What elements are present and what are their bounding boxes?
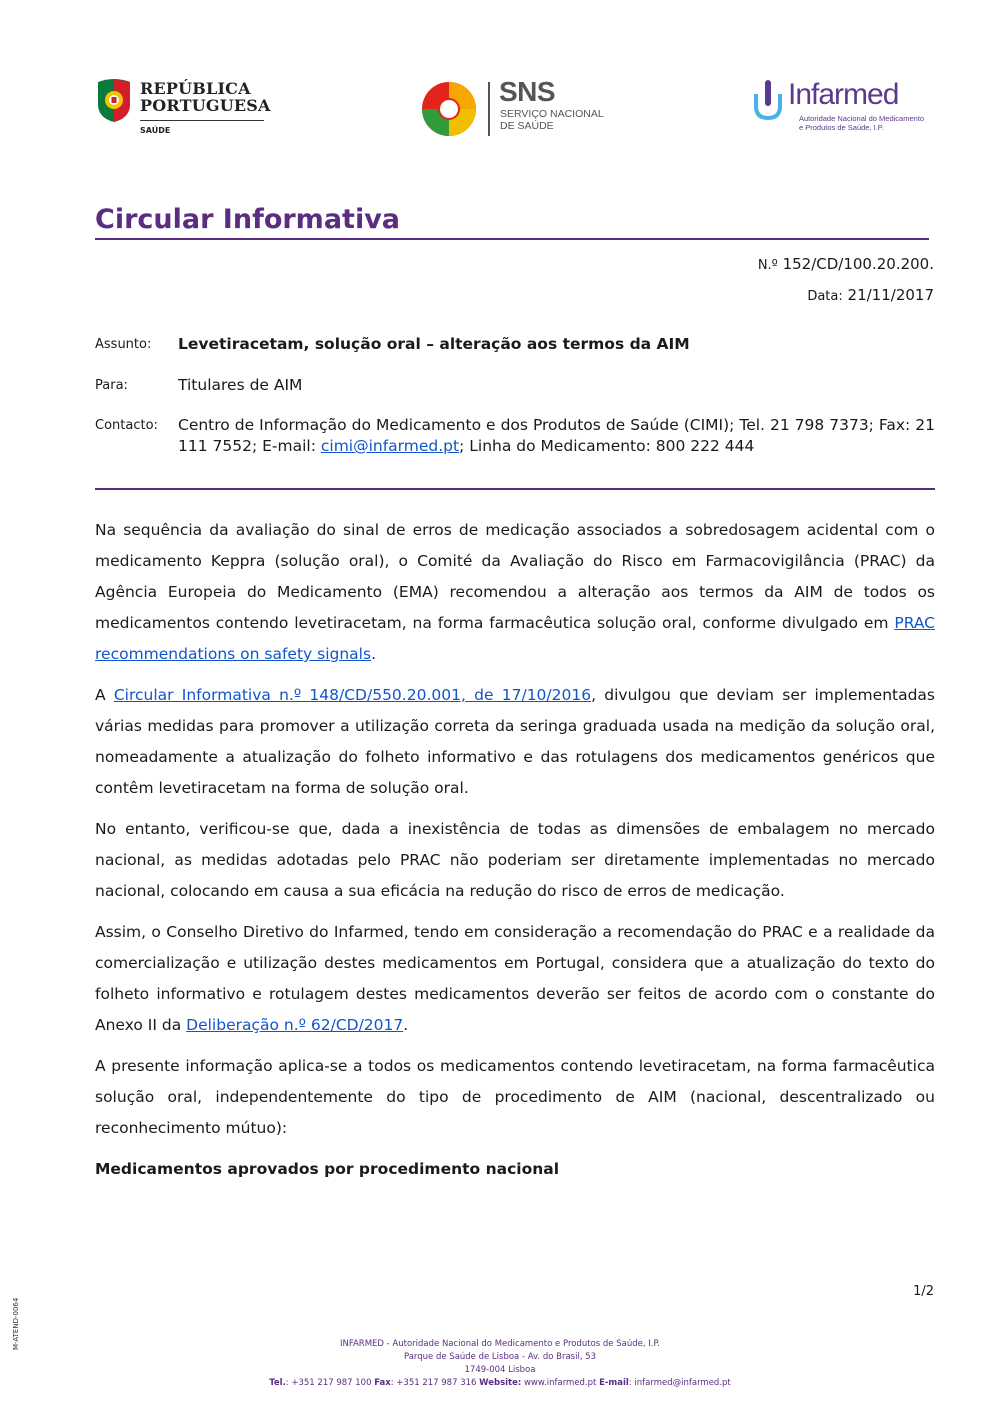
title-underline — [95, 238, 929, 240]
paragraph-2: A Circular Informativa n.º 148/CD/550.20.001, de 17/10/2016, divulgou que deviam ser implementadas várias medidas para promover a utilização correta da seringa graduada usada na medição da solução oral, nomeadamente a atualização do folheto informativo e das rotulagens dos medicamentos genéricos que contêm levetiracetam na forma de solução oral. — [95, 686, 936, 797]
section-heading: Medicamentos aprovados por procedimento nacional — [95, 1160, 560, 1178]
footer-address: Parque de Saúde de Lisboa - Av. do Brasil, 53 — [403, 1352, 597, 1362]
contact-value: Centro de Informação do Medicamento e dos Produtos de Saúde (CIMI); Tel. 21 798 7373; Fax: 21 111 7552; E-mail: cimi@infarmed.pt; Linha do Medicamento: 800 222 444 — [178, 416, 935, 455]
sns-swirl-icon — [420, 80, 480, 138]
paragraph-5: A presente informação aplica-se a todos os medicamentos contendo levetiracetam, na forma farmacêutica solução oral, independentemente do tipo de procedimento de AIM (nacional, descentralizado ou reconhecimento mútuo): — [95, 1057, 935, 1137]
paragraph-4: Assim, o Conselho Diretivo do Infarmed, tendo em consideração a recomendação do PRAC e a realidade da comercialização e utilização destes medicamentos em Portugal, considera que a atualização do texto do folheto informativo e rotulagem destes medicamentos deverão ser feitos de acordo com o constante do Anexo II da Deliberação n.º 62/CD/2017. — [95, 923, 935, 1034]
infarmed-subtitle: Autoridade Nacional do Medicamento e Produtos de Saúde, I.P. — [799, 114, 925, 132]
portugal-emblem-icon — [94, 78, 134, 124]
form-code: M-ATEND-0064 — [12, 1297, 20, 1350]
page-number: 1/2 — [913, 1284, 934, 1299]
document-title: Circular Informativa — [95, 204, 401, 235]
subject-value: Levetiracetam, solução oral – alteração aos termos da AIM — [178, 335, 690, 353]
footer-organization: INFARMED - Autoridade Nacional do Medicamento e Produtos de Saúde, I.P. — [340, 1339, 660, 1349]
republica-portuguesa-logo — [94, 78, 274, 140]
reference-number — [758, 255, 934, 273]
sns-fullname: SERVIÇO NACIONAL DE SAÚDE — [500, 108, 604, 132]
footer-postal: 1749-004 Lisboa — [464, 1365, 536, 1375]
date-value: 21/11/2017 — [847, 286, 934, 304]
republica-subtitle: SAÚDE — [140, 126, 171, 135]
document-date — [807, 286, 934, 304]
infarmed-mark-icon — [750, 78, 786, 124]
sns-acronym: SNS — [499, 76, 556, 107]
contact-label: Contacto: — [95, 418, 158, 433]
paragraph-3: No entanto, verificou-se que, dada a inexistência de todas as dimensões de embalagem no mercado nacional, as medidas adotadas pelo PRAC não poderiam ser diretamente implementadas no mercado nacional, colocando em causa a sua eficácia na redução do risco de erros de medicação. — [95, 820, 935, 900]
reference-label: N.º — [757, 258, 778, 273]
reference-value: 152/CD/100.20.200. — [782, 255, 934, 273]
sns-logo — [420, 76, 620, 140]
republica-title: REPÚBLICA PORTUGUESA — [140, 79, 271, 115]
date-label: Data: — [807, 289, 843, 304]
footer — [0, 1338, 1000, 1390]
header-separator — [95, 488, 935, 490]
infarmed-logo — [750, 78, 930, 140]
deliberacao-62-link[interactable]: Deliberação n.º 62/CD/2017 — [186, 1016, 404, 1034]
footer-email[interactable]: : infarmed@infarmed.pt — [628, 1378, 731, 1388]
subject-label: Assunto: — [95, 337, 152, 352]
footer-website[interactable]: www.infarmed.pt — [521, 1378, 597, 1388]
to-value: Titulares de AIM — [178, 376, 303, 394]
paragraph-1: Na sequência da avaliação do sinal de erros de medicação associados a sobredosagem acidental com o medicamento Keppra (solução oral), o Comité da Avaliação do Risco em Farmacovigilância (PRAC) da Agência Europeia do Medicamento (EMA) recomendou a alteração aos termos da AIM de todos os medicamentos contendo levetiracetam, na forma farmacêutica solução oral, conforme divulgado em PRAC recommendations on safety signals. — [95, 521, 935, 663]
footer-contacts: Tel.: +351 217 987 100 Fax: +351 217 987 316 Website: www.infarmed.pt E-mail: infarmed@infarmed.pt — [269, 1378, 731, 1388]
republica-divider — [140, 120, 264, 121]
to-label: Para: — [95, 378, 128, 393]
sns-divider — [488, 82, 490, 136]
contact-email-link[interactable]: cimi@infarmed.pt — [320, 437, 460, 455]
prac-recommendations-link[interactable]: PRAC recommendations on safety signals — [95, 614, 935, 663]
document-body — [95, 515, 935, 1195]
circular-148-link[interactable]: Circular Informativa n.º 148/CD/550.20.001, de 17/10/2016 — [113, 686, 592, 704]
infarmed-name: Infarmed — [788, 78, 899, 111]
